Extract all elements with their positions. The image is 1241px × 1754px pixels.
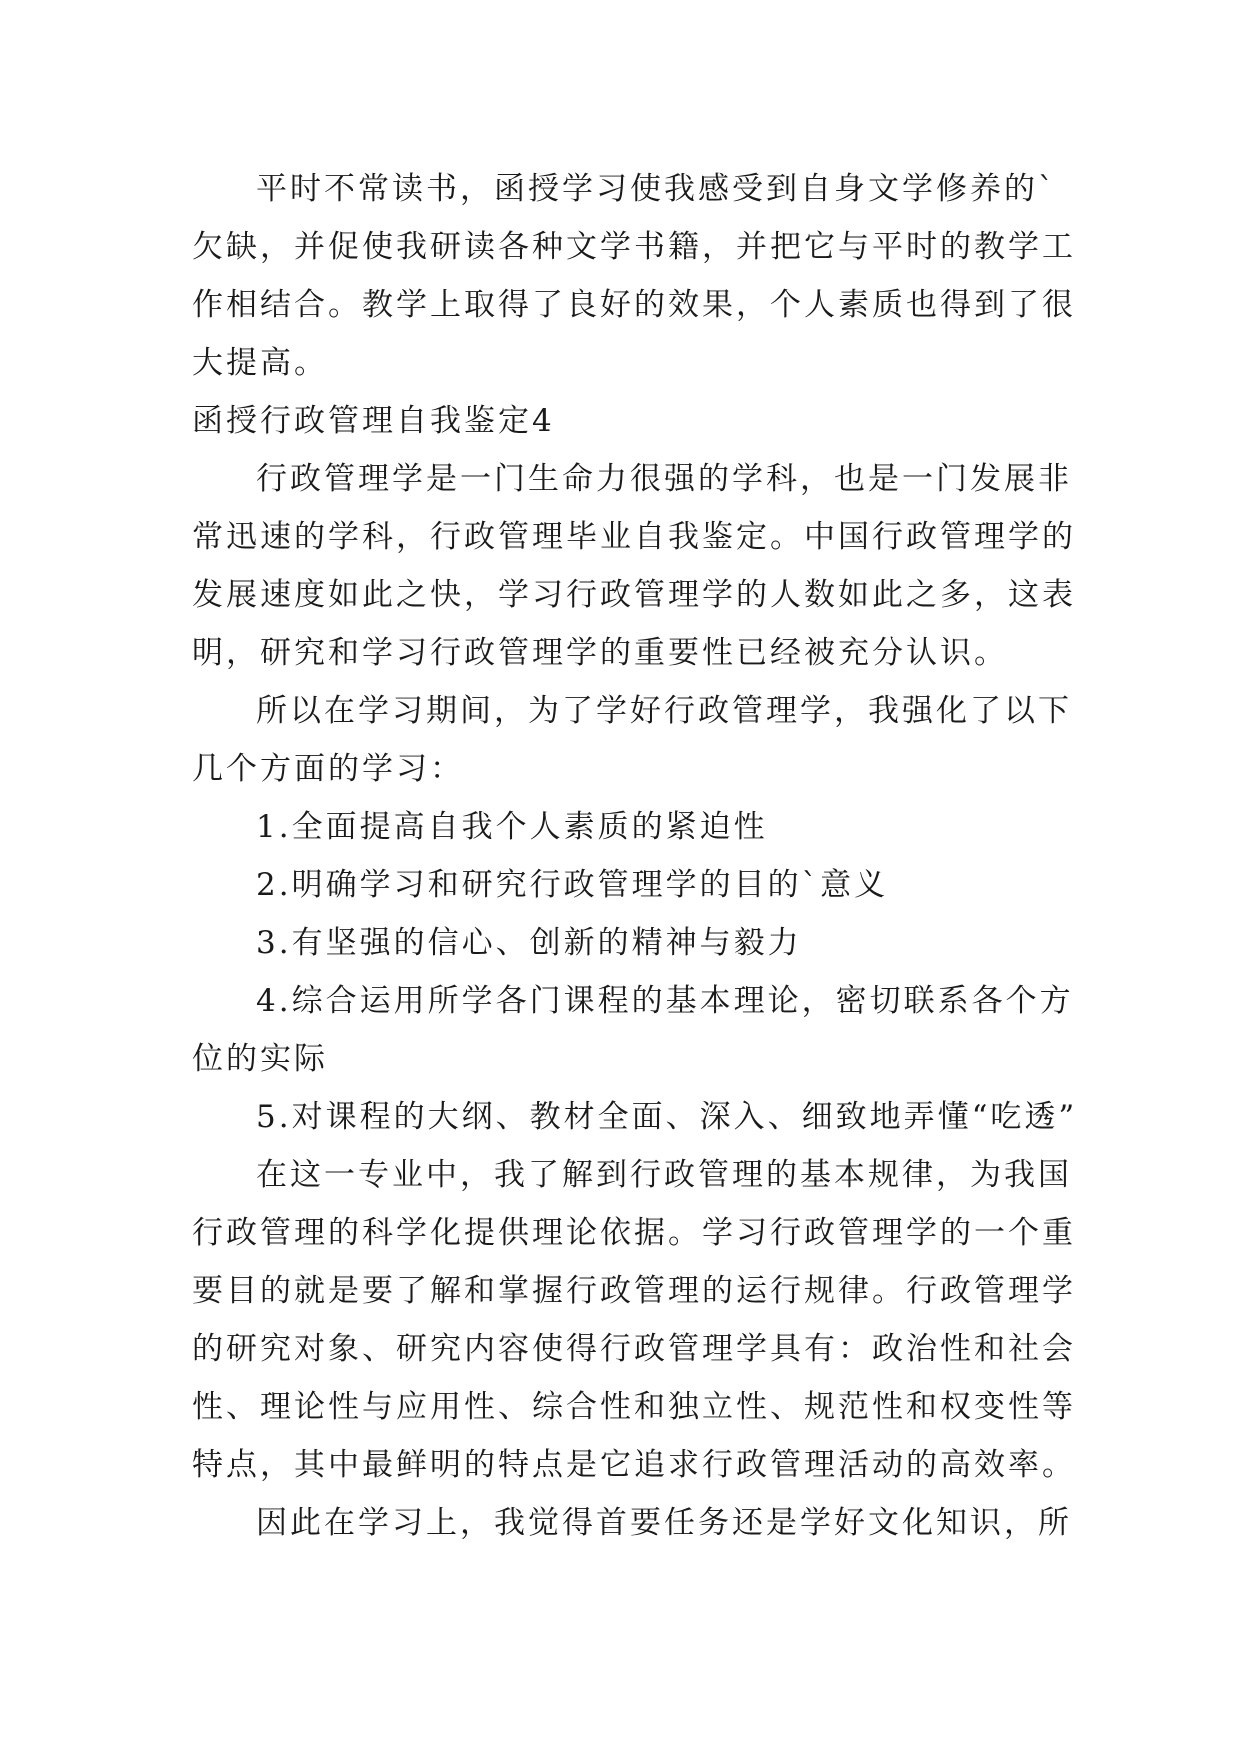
paragraph-line: 位的实际 bbox=[192, 1041, 328, 1077]
paragraph-first-line: 在这一专业中，我了解到行政管理的基本规律，为我国 bbox=[256, 1157, 1072, 1193]
paragraph-line: 函授行政管理自我鉴定4 bbox=[192, 403, 555, 439]
paragraph-first-line: 平时不常读书，函授学习使我感受到自身文学修养的` bbox=[256, 171, 1057, 207]
paragraph-line: 的研究对象、研究内容使得行政管理学具有：政治性和社会 bbox=[192, 1331, 1076, 1367]
document-body bbox=[192, 160, 1078, 1552]
paragraph-line: 大提高。 bbox=[192, 345, 328, 381]
paragraph-first-line: 所以在学习期间，为了学好行政管理学，我强化了以下 bbox=[256, 693, 1072, 729]
paragraph-line: 几个方面的学习： bbox=[192, 751, 464, 787]
paragraph-first-line: 行政管理学是一门生命力很强的学科，也是一门发展非 bbox=[256, 461, 1072, 497]
paragraph-line: 特点，其中最鲜明的特点是它追求行政管理活动的高效率。 bbox=[192, 1447, 1076, 1483]
paragraph-line: 行政管理的科学化提供理论依据。学习行政管理学的一个重 bbox=[192, 1215, 1076, 1251]
paragraph-first-line: 5.对课程的大纲、教材全面、深入、细致地弄懂“吃透” bbox=[256, 1099, 1078, 1135]
paragraph-line: 发展速度如此之快，学习行政管理学的人数如此之多，这表 bbox=[192, 577, 1076, 613]
paragraph-first-line: 2.明确学习和研究行政管理学的目的`意义 bbox=[256, 867, 889, 903]
paragraph-line: 欠缺，并促使我研读各种文学书籍，并把它与平时的教学工 bbox=[192, 229, 1076, 265]
paragraph-line: 作相结合。教学上取得了良好的效果，个人素质也得到了很 bbox=[192, 287, 1076, 323]
paragraph-line: 要目的就是要了解和掌握行政管理的运行规律。行政管理学 bbox=[192, 1273, 1076, 1309]
paragraph-first-line: 1.全面提高自我个人素质的紧迫性 bbox=[256, 809, 768, 845]
paragraph-first-line: 因此在学习上，我觉得首要任务还是学好文化知识，所 bbox=[256, 1505, 1072, 1541]
paragraph-first-line: 3.有坚强的信心、创新的精神与毅力 bbox=[256, 925, 802, 961]
paragraph-line: 常迅速的学科，行政管理毕业自我鉴定。中国行政管理学的 bbox=[192, 519, 1076, 555]
paragraph-line: 明，研究和学习行政管理学的重要性已经被充分认识。 bbox=[192, 635, 1008, 671]
paragraph-first-line: 4.综合运用所学各门课程的基本理论，密切联系各个方 bbox=[256, 983, 1074, 1019]
paragraph-line: 性、理论性与应用性、综合性和独立性、规范性和权变性等 bbox=[192, 1389, 1076, 1425]
